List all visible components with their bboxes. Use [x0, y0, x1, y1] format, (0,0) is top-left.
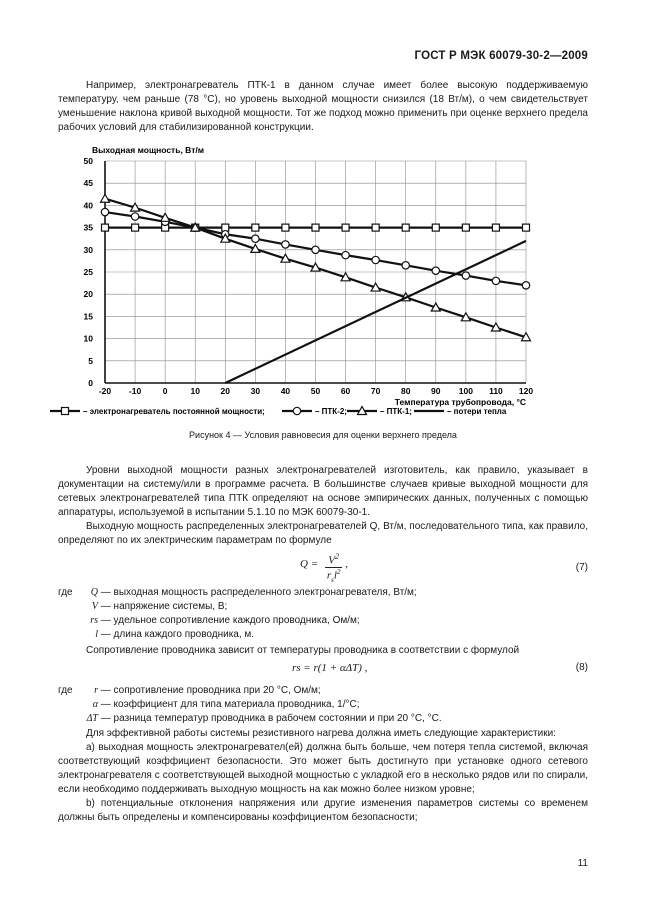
circle-marker — [131, 213, 138, 220]
circle-marker — [432, 267, 439, 274]
y-tick-label: 50 — [83, 156, 93, 166]
figure-caption: Рисунок 4 — Условия равновесия для оценки верхнего предела — [189, 430, 457, 440]
y-tick-label: 20 — [83, 289, 93, 300]
where-list-1 — [58, 586, 417, 642]
square-marker — [312, 224, 319, 231]
x-tick-label: -20 — [98, 386, 112, 396]
y-tick-label: 25 — [83, 267, 93, 277]
circle-marker — [522, 282, 529, 289]
square-marker — [462, 224, 469, 231]
square-marker — [432, 224, 439, 231]
square-marker — [282, 224, 289, 231]
x-tick-label: 40 — [280, 386, 291, 396]
x-tick-label: 80 — [400, 386, 411, 396]
y-tick-label: 45 — [83, 178, 93, 189]
y-tick-label: 10 — [83, 333, 93, 344]
y-tick-label: 35 — [83, 222, 93, 233]
y-tick-label: 15 — [83, 311, 93, 322]
circle-marker — [492, 277, 499, 284]
where-row: V — напряжение системы, В; — [91, 601, 228, 612]
paragraph-formula-intro: Выходную мощность распределенных электронагревателей Q, Вт/м, последовательного типа, как правило, определяют по их электрическим параметрам по формуле — [58, 521, 588, 546]
where-row: ΔT — разница температур проводника в рабочем состоянии и при 20 °С, °С. — [86, 713, 442, 724]
x-tick-label: 110 — [489, 386, 503, 396]
legend-label: – ПТК-2; — [315, 407, 347, 416]
formula-7-lhs: Q = — [300, 557, 319, 570]
where-row: где Q — выходная мощность распределенного электронагревателя, Вт/м; — [58, 587, 417, 598]
square-marker — [132, 224, 139, 231]
x-tick-label: 70 — [370, 386, 381, 396]
standard-header: ГОСТ Р МЭК 60079-30-2—2009 — [414, 50, 588, 62]
formula-7: Q = $V^2$ $r_sl^2$ , — [300, 552, 348, 584]
square-marker — [372, 224, 379, 231]
paragraph-requirements: Для эффективной работы системы резистивного нагрева должна иметь следующие характеристики: — [86, 728, 556, 739]
circle-marker — [462, 272, 469, 279]
paragraph-output-levels: Уровни выходной мощности разных электронагревателей изготовитель, как правило, указывает в документации на систему/или в программе расчета. В большинстве случаев кривые выходной мощности для сетевых электронагревателей типа ПТК определяют на основе эмпирических данных, полученных с помощью аппаратуры, используемой в испытании 5.1.10 по МЭК 60079-30-1. — [58, 465, 588, 518]
where-row: где r — сопротивление проводника при 20 °С, Ом/м; — [58, 685, 321, 696]
x-tick-label: 120 — [518, 386, 534, 396]
y-axis-title: Выходная мощность, Вт/м — [92, 145, 205, 155]
y-tick-label: 0 — [88, 378, 93, 388]
circle-marker — [312, 246, 319, 253]
formula-8: rs = r(1 + αΔT) , — [292, 662, 368, 674]
legend-label: – потери тепла — [447, 407, 507, 416]
requirement-a: а) выходная мощность электронагревател(ей) должна быть больше, чем потеря тепла системой, включая соответствующий коэффициент безопасности. Это может быть достигнуто при установке одного сетевого электронагревателя с соответствующей выходной мощностью с укладкой его в несколько рядов или по спирали, если необходимо поддерживать выходную мощность на как можно более низком уровне; — [58, 742, 588, 795]
x-tick-label: 90 — [431, 386, 441, 396]
chart-legend — [50, 407, 507, 417]
chart-grid — [105, 161, 526, 383]
square-marker — [342, 224, 349, 231]
paragraph-resistance: Сопротивление проводника зависит от температуры проводника в соответствии с формулой — [86, 645, 520, 656]
x-tick-label: -10 — [128, 386, 142, 396]
x-tick-label: 60 — [340, 386, 351, 396]
x-tick-label: 50 — [310, 386, 321, 396]
y-tick-label: 40 — [83, 200, 93, 211]
circle-marker — [252, 235, 259, 242]
x-tick-label: 0 — [162, 386, 168, 396]
square-marker — [102, 224, 109, 231]
square-marker — [62, 408, 69, 415]
circle-marker — [372, 256, 379, 263]
triangle-marker — [101, 194, 110, 202]
where-list-2 — [58, 684, 442, 726]
square-marker — [402, 224, 409, 231]
page-number: 11 — [577, 858, 588, 869]
formula-7-number: (7) — [575, 562, 588, 573]
circle-marker — [101, 208, 108, 215]
square-marker — [252, 224, 259, 231]
y-tick-label: 30 — [83, 244, 93, 255]
formula-8-number: (8) — [575, 662, 588, 673]
x-tick-label: 10 — [190, 386, 200, 396]
where-row: l — длина каждого проводника, м. — [95, 629, 255, 640]
circle-marker — [293, 407, 300, 414]
requirement-b: b) потенциальные отклонения напряжения или другие изменения параметров системы со временем должны быть определены и компенсированы коэффициентом безопасности; — [58, 798, 588, 823]
square-marker — [523, 224, 530, 231]
x-tick-label: 100 — [458, 386, 473, 396]
where-row: rs — удельное сопротивление каждого проводника, Ом/м; — [90, 615, 360, 626]
circle-marker — [282, 241, 289, 248]
x-axis-title: Температура трубопровода, °С — [394, 397, 526, 407]
paragraph-example: Например, электронагреватель ПТК-1 в данном случае имеет более высокую поддерживаемую температуру, чем раньше (78 °С), но уровень выходной мощности снизился (18 Вт/м), о чем свидетельствует уменьшение наклона кривой выходной мощности. Тот же подход можно применить при оценке верхнего предела рабочих условий для стабилизированной конструкции. — [58, 80, 588, 133]
x-tick-label: 20 — [220, 386, 231, 396]
formula-7-num: V — [328, 554, 336, 567]
x-tick-label: 30 — [250, 386, 261, 396]
legend-label: – электронагреватель постоянной мощности; — [83, 407, 265, 416]
equilibrium-chart — [50, 142, 600, 427]
square-marker — [492, 224, 499, 231]
legend-label: – ПТК-1; — [380, 407, 412, 416]
circle-marker — [342, 251, 349, 258]
requirements-block — [58, 727, 588, 825]
y-tick-label: 5 — [88, 355, 93, 366]
circle-marker — [402, 262, 409, 269]
where-row: α — коэффициент для типа материала проводника, 1/°С; — [92, 699, 360, 710]
